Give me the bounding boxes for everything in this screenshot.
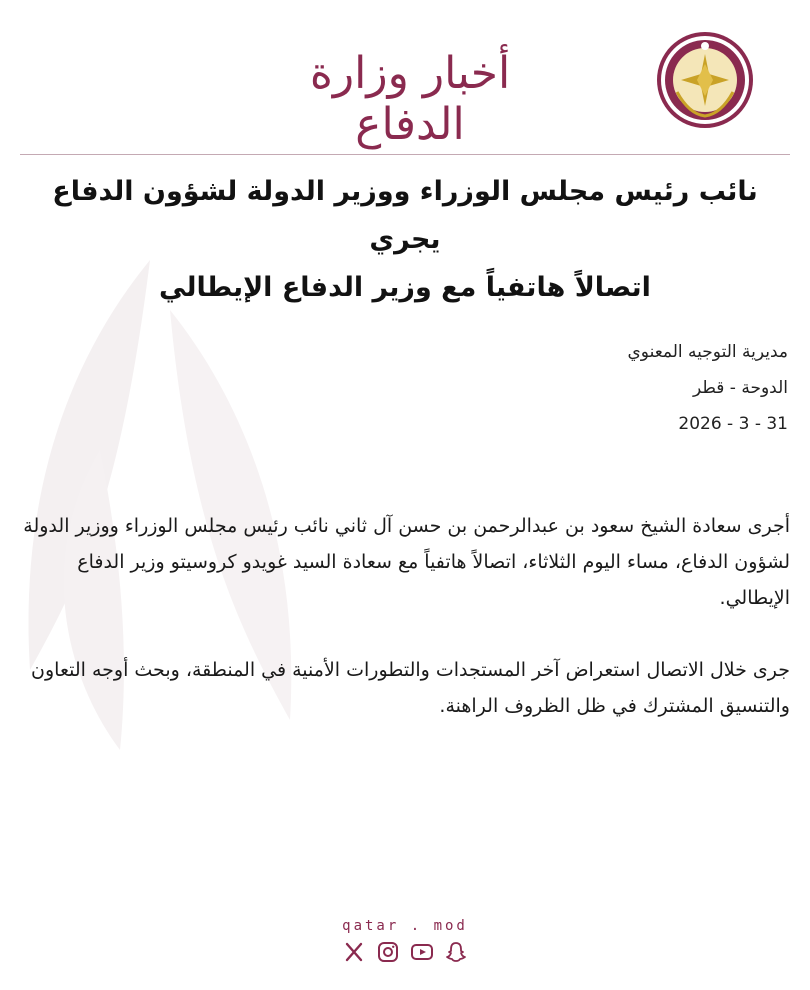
x-icon[interactable] <box>342 940 366 964</box>
headline-line-1: نائب رئيس مجلس الوزراء ووزير الدولة لشؤون الدفاع يجري <box>52 176 758 255</box>
article-body <box>20 508 790 760</box>
instagram-icon[interactable] <box>376 940 400 964</box>
header-divider <box>20 154 790 155</box>
youtube-icon[interactable] <box>410 940 434 964</box>
social-icons <box>320 940 490 964</box>
article-meta <box>388 334 788 442</box>
headline-line-2: اتصالاً هاتفياً مع وزير الدفاع الإيطالي <box>159 272 651 303</box>
article-headline <box>20 168 790 312</box>
article-location: الدوحة - قطر <box>692 378 788 398</box>
article-source: مديرية التوجيه المعنوي <box>627 342 788 362</box>
snapchat-icon[interactable] <box>444 940 468 964</box>
header-title: أخبار وزارة الدفاع <box>309 48 511 150</box>
social-handle: qatar . mod <box>342 918 468 934</box>
article-date: 2026 - 3 - 31 <box>678 414 788 434</box>
footer <box>320 918 490 964</box>
article-paragraph-2: جرى خلال الاتصال استعراض آخر المستجدات والتطورات الأمنية في المنطقة، وبحث أوجه التعاون والتنسيق المشترك في ظل الظروف الراهنة. <box>31 659 790 717</box>
article-paragraph-1: أجرى سعادة الشيخ سعود بن عبدالرحمن بن حسن آل ثاني نائب رئيس مجلس الوزراء ووزير الدولة لشؤون الدفاع، مساء اليوم الثلاثاء، اتصالاً هاتفياً مع سعادة السيد غويدو كروسيتو وزير الدفاع الإيطالي. <box>23 515 790 609</box>
ministry-logo <box>655 30 755 130</box>
